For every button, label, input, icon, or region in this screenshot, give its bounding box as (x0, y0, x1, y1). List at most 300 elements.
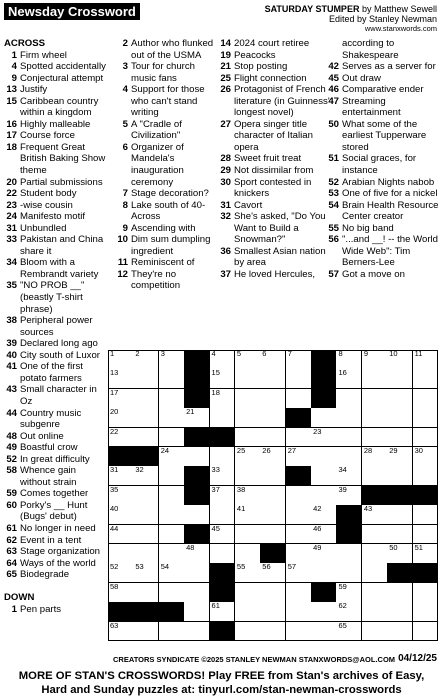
grid-cell[interactable] (336, 369, 362, 389)
grid-cell[interactable] (311, 544, 337, 564)
clue[interactable] (4, 200, 108, 212)
grid-cell[interactable] (387, 428, 413, 448)
grid-cell[interactable] (133, 505, 159, 525)
grid-cell[interactable] (311, 428, 337, 448)
clue[interactable] (4, 96, 108, 119)
clue[interactable] (4, 142, 108, 177)
clue-text: Ascending with (131, 222, 196, 234)
clue[interactable] (326, 269, 440, 281)
grid-cell[interactable] (362, 525, 388, 545)
grid-cell[interactable] (286, 525, 312, 545)
grid-cell[interactable] (362, 369, 388, 389)
clue-text: Boastful crow (20, 442, 78, 454)
grid-cell[interactable] (336, 466, 362, 486)
grid-cell[interactable] (311, 466, 337, 486)
clue[interactable] (115, 188, 215, 200)
clue[interactable] (218, 61, 336, 73)
grid-cell[interactable] (235, 525, 261, 545)
grid-cell[interactable] (260, 369, 286, 389)
clue-text: Conjectural attempt (20, 72, 104, 84)
clue-number: 35 (6, 280, 17, 292)
clue-number: 20 (6, 176, 17, 188)
grid-cell[interactable] (387, 583, 413, 603)
clue-text: No big band (342, 222, 394, 234)
clue[interactable] (218, 73, 336, 85)
grid-cell[interactable] (413, 408, 439, 428)
grid-cell[interactable] (159, 525, 185, 545)
grid-cell[interactable] (133, 486, 159, 506)
clue[interactable] (218, 200, 336, 212)
grid-cell[interactable] (260, 408, 286, 428)
grid-cell[interactable] (133, 350, 159, 370)
grid-cell[interactable] (260, 602, 286, 622)
grid-cell[interactable] (108, 369, 134, 389)
grid-cell[interactable] (133, 369, 159, 389)
clue[interactable] (218, 84, 336, 119)
clue[interactable] (326, 119, 440, 154)
clue-text: Sport contested in knickers (234, 176, 312, 200)
grid-cell[interactable] (159, 505, 185, 525)
clue[interactable] (326, 200, 440, 223)
grid-cell[interactable] (311, 447, 337, 467)
grid-cell[interactable] (260, 350, 286, 370)
clue[interactable] (218, 211, 336, 246)
cell-number: 46 (313, 523, 322, 533)
grid-cell[interactable] (413, 505, 439, 525)
clue[interactable] (4, 177, 108, 189)
clue[interactable] (115, 84, 215, 119)
clue[interactable] (326, 96, 440, 119)
grid-cell[interactable] (159, 583, 185, 603)
grid-cell[interactable] (286, 486, 312, 506)
grid-cell[interactable] (184, 408, 210, 428)
grid-cell[interactable] (387, 408, 413, 428)
clue-number: 13 (6, 84, 17, 96)
grid-cell[interactable] (387, 622, 413, 642)
grid-cell[interactable] (108, 389, 134, 409)
grid-cell[interactable] (362, 447, 388, 467)
clue[interactable] (218, 119, 336, 154)
grid-cell[interactable] (133, 408, 159, 428)
grid-cell[interactable] (159, 350, 185, 370)
clue[interactable] (115, 142, 215, 188)
grid-cell[interactable] (133, 466, 159, 486)
newsday-crossword-brand: Newsday Crossword (4, 3, 140, 20)
grid-cell[interactable] (235, 583, 261, 603)
clue[interactable] (115, 223, 215, 235)
grid-cell[interactable] (362, 408, 388, 428)
clue-number: 38 (6, 315, 17, 327)
clue[interactable] (4, 604, 108, 616)
grid-cell[interactable] (413, 369, 439, 389)
clue[interactable] (4, 223, 108, 235)
grid-cell[interactable] (133, 583, 159, 603)
grid-cell[interactable] (311, 505, 337, 525)
grid-cell[interactable] (260, 466, 286, 486)
grid-cell[interactable] (235, 428, 261, 448)
grid-cell[interactable] (235, 544, 261, 564)
cell-number: 19 (313, 387, 322, 397)
grid-cell[interactable] (210, 525, 236, 545)
grid-cell[interactable] (362, 466, 388, 486)
clue-number: 52 (328, 176, 339, 188)
clue-text: Organizer of Mandela's inauguration ceremony (131, 141, 184, 188)
grid-cell[interactable] (413, 350, 439, 370)
clue[interactable] (115, 38, 215, 61)
cell-number: 21 (186, 407, 195, 417)
grid-cell[interactable] (362, 622, 388, 642)
cell-number: 37 (211, 484, 220, 494)
grid-cell[interactable] (108, 563, 134, 583)
grid-cell[interactable] (235, 389, 261, 409)
clue[interactable] (326, 84, 440, 96)
cell-number: 49 (313, 543, 322, 552)
grid-cell[interactable] (108, 505, 134, 525)
grid-cell[interactable] (260, 447, 286, 467)
clue[interactable] (4, 361, 108, 384)
grid-cell[interactable] (235, 466, 261, 486)
down-heading: DOWN (4, 592, 35, 604)
grid-cell[interactable] (286, 563, 312, 583)
grid-cell[interactable] (235, 563, 261, 583)
grid-cell[interactable] (260, 583, 286, 603)
clue[interactable] (4, 84, 108, 96)
clue[interactable] (326, 188, 440, 200)
grid-cell[interactable] (260, 428, 286, 448)
grid-cell[interactable] (336, 602, 362, 622)
clue-number: 44 (6, 407, 17, 419)
grid-cell[interactable] (387, 602, 413, 622)
cell-number: 8 (338, 349, 343, 358)
grid-cell[interactable] (336, 544, 362, 564)
clue[interactable] (326, 234, 440, 269)
clue[interactable] (4, 188, 108, 200)
clue-number: 25 (220, 72, 231, 84)
clue[interactable] (4, 569, 108, 581)
clue[interactable] (218, 269, 336, 281)
grid-cell[interactable] (210, 602, 236, 622)
clue[interactable] (4, 523, 108, 535)
clue-number: 4 (11, 61, 17, 73)
clue[interactable] (4, 454, 108, 466)
black-square (260, 544, 286, 564)
copyright-credits: CREATORS SYNDICATE ©2025 STANLEY NEWMAN STANXWORDS@AOL.COM (113, 655, 396, 664)
grid-cell[interactable] (184, 447, 210, 467)
clue[interactable] (4, 558, 108, 570)
clue-text: Caribbean country within a kingdom (20, 95, 99, 119)
clue[interactable] (218, 246, 336, 269)
clue[interactable] (4, 119, 108, 131)
grid-cell[interactable] (413, 466, 439, 486)
grid-cell[interactable] (108, 622, 134, 642)
grid-cell[interactable] (159, 466, 185, 486)
cell-number: 42 (313, 504, 322, 514)
grid-cell[interactable] (210, 466, 236, 486)
grid-cell[interactable] (336, 428, 362, 448)
clue-text: Tour for church music fans (131, 61, 195, 84)
clue-text: Opera singer title character of Italian opera (234, 118, 313, 153)
clue-number: 54 (328, 199, 339, 211)
clue[interactable] (4, 280, 108, 315)
clue[interactable] (4, 130, 108, 142)
cell-number: 36 (186, 484, 195, 494)
grid-cell[interactable] (336, 622, 362, 642)
clue[interactable] (218, 153, 336, 165)
clue[interactable] (4, 546, 108, 558)
grid-cell[interactable] (260, 505, 286, 525)
cell-number: 58 (110, 581, 119, 591)
black-square (184, 428, 210, 448)
grid-cell[interactable] (108, 583, 134, 603)
grid-cell[interactable] (133, 622, 159, 642)
cell-number: 16 (338, 368, 347, 378)
cell-number: 43 (363, 504, 373, 514)
clue[interactable] (115, 269, 215, 292)
clue[interactable] (4, 500, 108, 523)
cell-number: 48 (186, 543, 195, 552)
grid-cell[interactable] (133, 563, 159, 583)
clue[interactable] (4, 234, 108, 257)
grid-cell[interactable] (362, 602, 388, 622)
grid-cell[interactable] (286, 389, 312, 409)
clue[interactable] (326, 177, 440, 189)
grid-cell[interactable] (336, 408, 362, 428)
clue-text: according to Shakespeare (342, 38, 399, 61)
grid-cell[interactable] (362, 544, 388, 564)
grid-cell[interactable] (133, 428, 159, 448)
grid-cell[interactable] (184, 602, 210, 622)
grid-cell[interactable] (235, 622, 261, 642)
clue[interactable] (115, 200, 215, 223)
clue[interactable] (4, 431, 108, 443)
grid-cell[interactable] (286, 622, 312, 642)
grid-cell[interactable] (210, 369, 236, 389)
grid-cell[interactable] (413, 544, 439, 564)
grid-cell[interactable] (387, 369, 413, 389)
clue-number: 39 (6, 338, 17, 350)
clue[interactable] (115, 257, 215, 269)
grid-cell[interactable] (235, 486, 261, 506)
grid-cell[interactable] (387, 350, 413, 370)
grid-cell[interactable] (286, 350, 312, 370)
black-square (184, 486, 210, 506)
grid-cell[interactable] (362, 350, 388, 370)
grid-cell[interactable] (235, 408, 261, 428)
grid-cell[interactable] (159, 369, 185, 389)
grid-cell[interactable] (133, 389, 159, 409)
clue[interactable] (218, 165, 336, 177)
clue[interactable] (4, 73, 108, 85)
grid-cell[interactable] (184, 544, 210, 564)
clue-number: 12 (117, 268, 128, 280)
grid-cell[interactable] (336, 563, 362, 583)
clue[interactable] (4, 535, 108, 547)
clue[interactable] (4, 442, 108, 454)
grid-cell[interactable] (159, 447, 185, 467)
grid-cell[interactable] (362, 428, 388, 448)
grid-cell[interactable] (336, 583, 362, 603)
cell-number: 14 (186, 368, 195, 378)
grid-cell[interactable] (387, 447, 413, 467)
grid-cell[interactable] (387, 466, 413, 486)
grid-cell[interactable] (108, 486, 134, 506)
grid-cell[interactable] (387, 505, 413, 525)
clue-text: Flight connection (234, 72, 307, 84)
clue[interactable] (115, 234, 215, 257)
clue[interactable] (4, 315, 108, 338)
cell-number: 17 (110, 387, 119, 397)
grid-cell[interactable] (362, 583, 388, 603)
grid-cell[interactable] (286, 428, 312, 448)
grid-cell[interactable] (286, 583, 312, 603)
grid-cell[interactable] (210, 544, 236, 564)
grid-cell[interactable] (210, 350, 236, 370)
grid-cell[interactable] (133, 544, 159, 564)
grid-cell[interactable] (413, 447, 439, 467)
clue-text: Event in a tent (20, 534, 82, 546)
grid-cell[interactable] (413, 428, 439, 448)
grid-cell[interactable] (311, 622, 337, 642)
clue[interactable] (218, 50, 336, 62)
clue[interactable] (4, 384, 108, 407)
grid-cell[interactable] (159, 389, 185, 409)
clue[interactable] (326, 38, 440, 61)
grid-cell[interactable] (413, 525, 439, 545)
grid-cell[interactable] (108, 408, 134, 428)
grid-cell[interactable] (311, 525, 337, 545)
clue[interactable] (4, 488, 108, 500)
clue-number: 22 (6, 188, 17, 200)
grid-cell[interactable] (159, 544, 185, 564)
grid-cell[interactable] (159, 563, 185, 583)
grid-cell[interactable] (362, 563, 388, 583)
clue[interactable] (218, 177, 336, 200)
grid-cell[interactable] (311, 602, 337, 622)
grid-cell[interactable] (260, 563, 286, 583)
clue[interactable] (4, 211, 108, 223)
cell-number: 28 (363, 446, 373, 455)
grid-cell[interactable] (413, 622, 439, 642)
grid-cell[interactable] (159, 428, 185, 448)
grid-cell[interactable] (260, 622, 286, 642)
cell-number: 40 (110, 504, 119, 514)
grid-cell[interactable] (413, 602, 439, 622)
black-square (184, 369, 210, 389)
clue-number: 2 (122, 38, 128, 49)
clue-number: 15 (6, 95, 17, 107)
grid-cell[interactable] (184, 563, 210, 583)
grid-cell[interactable] (311, 408, 337, 428)
grid-cell[interactable] (413, 583, 439, 603)
grid-cell[interactable] (210, 447, 236, 467)
grid-cell[interactable] (286, 505, 312, 525)
black-square (184, 525, 210, 545)
grid-cell[interactable] (108, 525, 134, 545)
grid-cell[interactable] (184, 583, 210, 603)
grid-cell[interactable] (184, 622, 210, 642)
clue[interactable] (326, 153, 440, 176)
clue[interactable] (218, 38, 336, 50)
clue[interactable] (115, 119, 215, 142)
grid-cell[interactable] (159, 486, 185, 506)
grid-cell[interactable] (210, 486, 236, 506)
clue-text: Serves as a server for (342, 61, 436, 73)
clue[interactable] (4, 50, 108, 62)
grid-cell[interactable] (336, 447, 362, 467)
clue[interactable] (4, 257, 108, 280)
clue-number: 51 (328, 153, 339, 165)
grid-cell[interactable] (235, 505, 261, 525)
grid-cell[interactable] (235, 350, 261, 370)
grid-cell[interactable] (235, 447, 261, 467)
grid-cell[interactable] (387, 544, 413, 564)
grid-cell[interactable] (413, 389, 439, 409)
clue[interactable] (326, 223, 440, 235)
clue-number: 1 (11, 603, 17, 615)
grid-cell[interactable] (159, 408, 185, 428)
grid-cell[interactable] (336, 350, 362, 370)
black-square (159, 602, 185, 622)
grid-cell[interactable] (286, 447, 312, 467)
clue[interactable] (4, 350, 108, 362)
grid-cell[interactable] (362, 389, 388, 409)
grid-cell[interactable] (184, 505, 210, 525)
clue-text: Peripheral power sources (20, 315, 93, 338)
puzzle-date: 04/12/25 (398, 653, 437, 664)
grid-cell[interactable] (336, 389, 362, 409)
grid-cell[interactable] (210, 505, 236, 525)
grid-cell[interactable] (260, 525, 286, 545)
grid-cell[interactable] (108, 466, 134, 486)
grid-cell[interactable] (286, 602, 312, 622)
grid-cell[interactable] (260, 486, 286, 506)
grid-cell[interactable] (311, 486, 337, 506)
grid-cell[interactable] (235, 602, 261, 622)
grid-cell[interactable] (210, 389, 236, 409)
grid-cell[interactable] (286, 369, 312, 389)
clue[interactable] (4, 338, 108, 350)
grid-cell[interactable] (387, 525, 413, 545)
clue[interactable] (326, 61, 440, 73)
clue-number: 32 (220, 211, 231, 223)
grid-cell[interactable] (286, 544, 312, 564)
grid-cell[interactable] (311, 563, 337, 583)
clue[interactable] (115, 61, 215, 84)
grid-cell[interactable] (336, 486, 362, 506)
clue-text: Stop posting (234, 61, 288, 73)
grid-cell[interactable] (108, 428, 134, 448)
clue-number: 45 (328, 72, 339, 84)
grid-cell[interactable] (210, 408, 236, 428)
clue[interactable] (4, 61, 108, 73)
grid-cell[interactable] (362, 505, 388, 525)
clue-text: Got a move on (342, 268, 405, 280)
grid-cell[interactable] (159, 622, 185, 642)
clue-number: 60 (6, 499, 17, 511)
grid-cell[interactable] (108, 544, 134, 564)
website-link[interactable]: www.stanxwords.com (364, 24, 437, 33)
clue-text: Unbundled (20, 222, 67, 234)
clue-text: Stage organization (20, 546, 101, 558)
clue[interactable] (326, 73, 440, 85)
grid-cell[interactable] (108, 350, 134, 370)
grid-cell[interactable] (387, 389, 413, 409)
grid-cell[interactable] (133, 525, 159, 545)
clue[interactable] (4, 408, 108, 431)
grid-cell[interactable] (260, 389, 286, 409)
clue[interactable] (4, 465, 108, 488)
grid-cell[interactable] (235, 369, 261, 389)
